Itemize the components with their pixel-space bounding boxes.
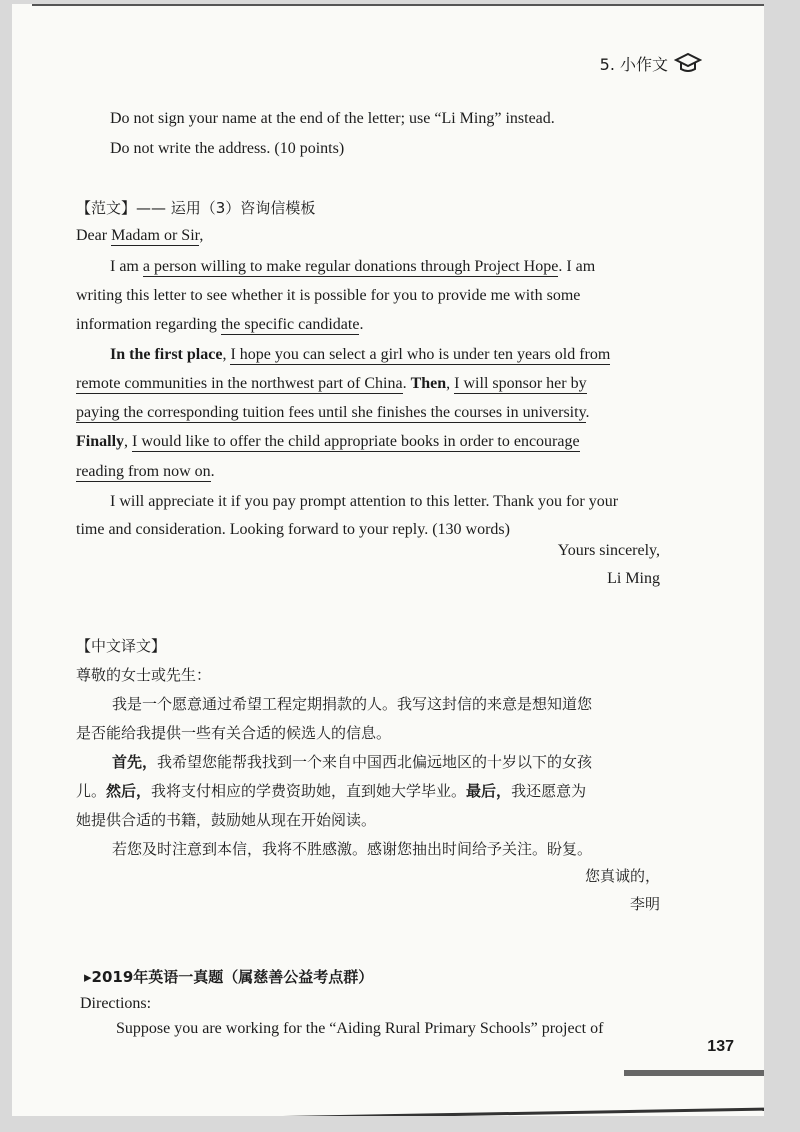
signature: Li Ming xyxy=(607,570,660,587)
section-title: ▸2019年英语一真题（属慈善公益考点群） xyxy=(84,968,374,986)
translation-line-1: 我是一个愿意通过希望工程定期捐款的人。我写这封信的来意是想知道您 xyxy=(112,695,593,713)
translation-signature: 李明 xyxy=(629,895,660,913)
underlined-text: paying the corresponding tuition fees until she finishes the courses in university xyxy=(76,404,586,421)
textbook-page xyxy=(12,4,764,1116)
page-number: 137 xyxy=(707,1038,734,1055)
translation-heading: 【中文译文】 xyxy=(76,637,167,655)
text: 我将支付相应的学费资助她，直到她大学毕业。 xyxy=(151,782,467,800)
text: I am xyxy=(110,258,143,275)
instruction-line-1: Do not sign your name at the end of the letter; use “Li Ming” instead. xyxy=(110,110,555,127)
underlined-text: remote communities in the northwest part of China xyxy=(76,375,403,392)
para2-line3: paying the corresponding tuition fees until she finishes the courses in university. xyxy=(76,404,590,421)
para2-line4: Finally, I would like to offer the child appropriate books in order to encourage xyxy=(76,433,580,450)
graduation-cap-icon xyxy=(674,52,702,74)
translation-line-2: 是否能给我提供一些有关合适的候选人的信息。 xyxy=(76,724,392,742)
closing: Yours sincerely, xyxy=(557,542,660,559)
underlined-text: a person willing to make regular donations through Project Hope xyxy=(142,258,559,275)
salutation-suffix: , xyxy=(199,227,204,244)
bold-text: 最后， xyxy=(466,782,512,800)
para2-line1: In the first place, I hope you can select a girl who is under ten years old from xyxy=(110,346,611,363)
para1-line3 xyxy=(76,316,363,334)
salutation xyxy=(76,227,203,245)
page-bottom-edge xyxy=(252,1107,764,1116)
directions-label: Directions: xyxy=(80,995,152,1012)
text: 我还愿意为 xyxy=(511,782,587,800)
top-edge-line xyxy=(32,4,764,6)
bold-text: Then xyxy=(410,375,447,392)
salutation-underlined: Madam or Sir xyxy=(111,227,200,244)
text: . I am xyxy=(558,258,596,275)
text: information regarding xyxy=(76,316,221,333)
translation-line-6: 若您及时注意到本信，我将不胜感激。感谢您抽出时间给予关注。盼复。 xyxy=(112,840,593,858)
underlined-text: I will sponsor her by xyxy=(454,375,587,392)
para3-line2: time and consideration. Looking forward to your reply. (130 words) xyxy=(76,521,510,538)
para2-line2: remote communities in the northwest part of China. Then, I will sponsor her by xyxy=(76,375,587,392)
bold-text: In the first place xyxy=(110,346,223,363)
bold-text: Finally xyxy=(76,433,125,450)
salutation-prefix: Dear xyxy=(76,227,112,244)
para1-line2: writing this letter to see whether it is possible for you to provide me with some xyxy=(76,287,581,304)
underlined-text: reading from now on xyxy=(76,463,211,480)
text: 儿。 xyxy=(76,782,107,800)
bold-text: 然后， xyxy=(106,782,152,800)
underlined-text: I hope you can select a girl who is under ten years old from xyxy=(230,346,611,363)
text: . xyxy=(359,316,364,333)
directions-line: Suppose you are working for the “Aiding Rural Primary Schools” project of xyxy=(116,1020,604,1037)
translation-line-4 xyxy=(76,780,586,801)
para2-line5: reading from now on. xyxy=(76,463,215,480)
bold-text: 首先， xyxy=(112,753,158,771)
footer-bar xyxy=(624,1070,764,1076)
underlined-text: I would like to offer the child appropriate books in order to encourage xyxy=(132,433,580,450)
translation-line-5: 她提供合适的书籍，鼓励她从现在开始阅读。 xyxy=(76,811,377,829)
translation-line-3 xyxy=(112,751,592,772)
underlined-text: the specific candidate xyxy=(220,316,360,333)
text: 我希望您能帮我找到一个来自中国西北偏远地区的十岁以下的女孩 xyxy=(157,753,593,771)
chapter-title: 5. 小作文 xyxy=(599,55,668,74)
model-heading: 【范文】—— 运用（3）咨询信模板 xyxy=(76,199,316,217)
para1-line1 xyxy=(110,258,595,276)
translation-closing: 您真诚的， xyxy=(584,867,660,885)
para3-line1: I will appreciate it if you pay prompt attention to this letter. Thank you for your xyxy=(110,493,619,510)
translation-salutation: 尊敬的女士或先生： xyxy=(76,666,212,684)
instruction-line-2: Do not write the address. (10 points) xyxy=(110,140,345,157)
